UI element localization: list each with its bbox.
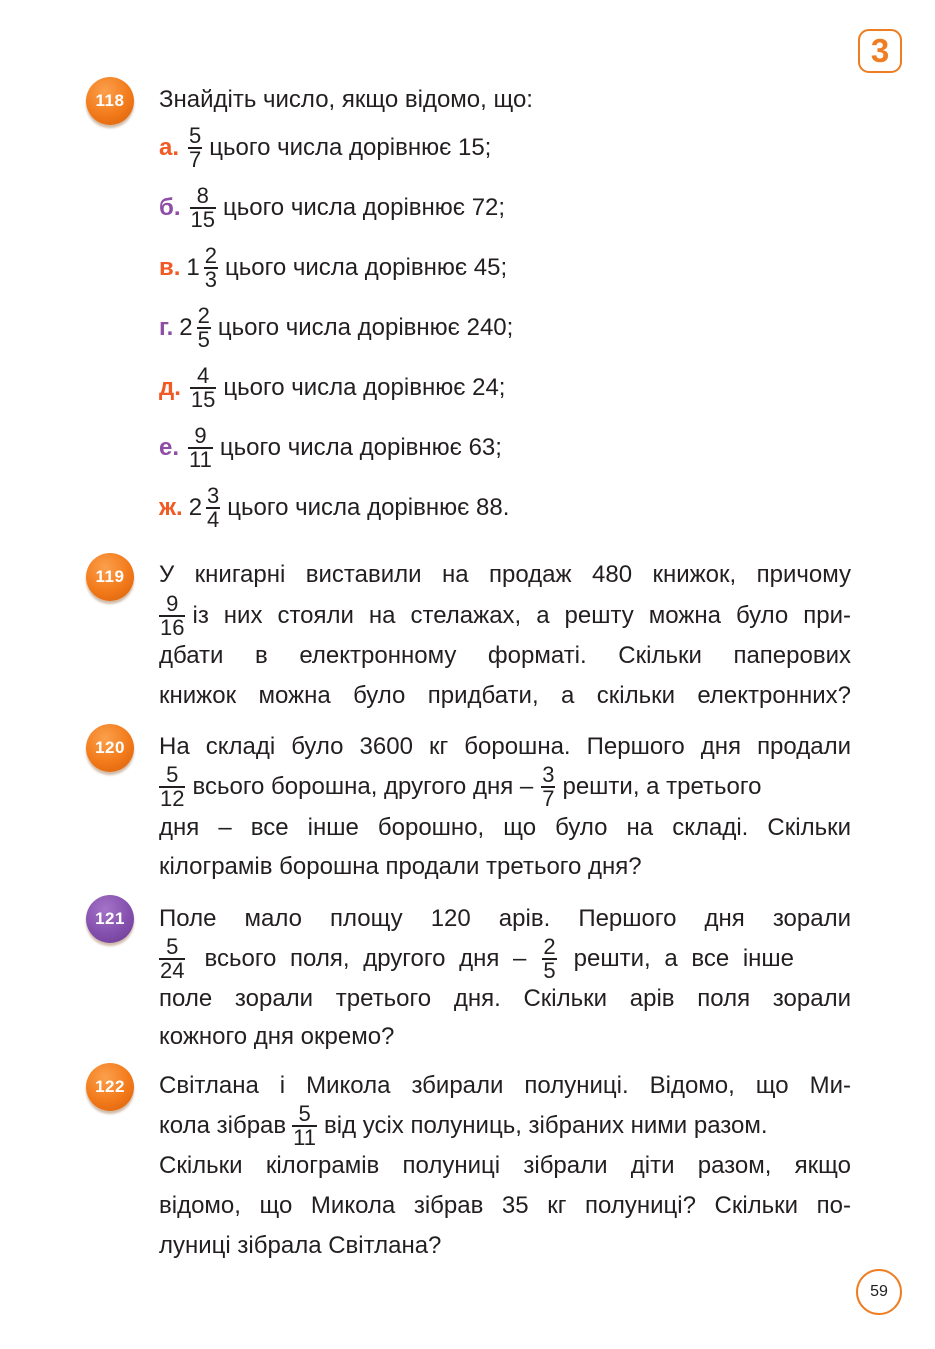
problem-121-line-1: Поле мало площу 120 арів. Першого дня зорали (159, 905, 851, 932)
fraction (159, 936, 185, 982)
fraction-denominator: 12 (160, 786, 185, 811)
fraction-denominator: 7 (189, 147, 202, 172)
fraction (542, 936, 556, 982)
item-text: цього числа дорівнює 45; (225, 254, 508, 281)
fraction-denominator: 11 (293, 1125, 316, 1150)
problem-122-line-5: луниці зібрала Світлана? (159, 1232, 442, 1259)
problem-119-line-3: дбати в електронному форматі. Скільки паперових (159, 642, 851, 669)
fraction-numerator: 3 (207, 483, 220, 508)
item-label: г. (159, 314, 174, 341)
fraction-numerator: 4 (197, 363, 210, 388)
mixed-whole: 2 (188, 494, 203, 521)
fraction (541, 764, 555, 810)
problem-122-line-1: Світлана і Микола збирали полуниці. Відомо, що Ми- (159, 1072, 851, 1099)
line-text: від усіх полуниць, зібраних ними разом. (323, 1112, 768, 1139)
problem-number-119: 119 (86, 553, 134, 601)
item-label: в. (159, 254, 181, 281)
fraction-numerator: 2 (543, 934, 556, 959)
fraction-denominator: 5 (543, 958, 556, 983)
fraction (188, 425, 213, 471)
fraction (206, 485, 220, 531)
fraction (197, 305, 211, 351)
item-text: цього числа дорівнює 63; (219, 434, 502, 461)
fraction (159, 593, 185, 639)
fraction-denominator: 7 (542, 786, 555, 811)
problem-119-line-4: книжок можна було придбати, а скільки електронних? (159, 682, 851, 709)
fraction-numerator: 5 (298, 1101, 311, 1126)
problem-121-line-3: поле зорали третього дня. Скільки арів поля зорали (159, 985, 851, 1012)
fraction-numerator: 9 (194, 423, 207, 448)
fraction-numerator: 8 (196, 183, 209, 208)
item-label: б. (159, 194, 181, 221)
fraction-denominator: 11 (189, 447, 212, 472)
fraction-denominator: 15 (190, 207, 215, 232)
fraction-denominator: 24 (160, 958, 185, 983)
problem-120-line-4: кілограмів борошна продали третього дня? (159, 853, 642, 880)
problem-119-line-2 (159, 593, 851, 639)
problem-120-line-3: дня – все інше борошно, що було на складі. Скільки (159, 814, 851, 841)
fraction-denominator: 3 (204, 267, 218, 292)
problem-118-item-v (159, 245, 507, 291)
problem-121-line-4: кожного дня окремо? (159, 1023, 395, 1050)
item-text: цього числа дорівнює 240; (217, 314, 514, 341)
problem-120-line-2 (159, 764, 761, 810)
fraction-denominator: 4 (207, 507, 220, 532)
fraction-denominator: 16 (160, 615, 185, 640)
problem-number-122: 122 (86, 1063, 134, 1111)
problem-118-item-g (159, 305, 513, 351)
problem-122-line-3: Скільки кілограмів полуниці зібрали діти разом, якщо (159, 1152, 851, 1179)
problem-118-item-d (159, 365, 505, 411)
problem-119-line-1: У книгарні виставили на продаж 480 книжок, причому (159, 561, 851, 588)
fraction-numerator: 5 (189, 123, 202, 148)
item-label: ж. (159, 494, 183, 521)
problem-number-121: 121 (86, 895, 134, 943)
problem-118-item-b (159, 185, 505, 231)
fraction-numerator: 5 (166, 934, 179, 959)
mixed-whole: 2 (179, 314, 193, 341)
problem-118-item-a (159, 125, 491, 171)
problem-number-120: 120 (86, 724, 134, 772)
item-label: д. (159, 374, 181, 401)
item-text: цього числа дорівнює 88. (227, 494, 510, 521)
line-text: кола зібрав (159, 1112, 287, 1139)
item-text: цього числа дорівнює 72; (222, 194, 506, 221)
fraction-denominator: 5 (197, 327, 210, 352)
line-text: решти, а третього (562, 773, 762, 800)
problem-118-item-e (159, 425, 502, 471)
line-text: всього борошна, другого дня – (192, 773, 534, 800)
fraction-numerator: 5 (166, 762, 179, 787)
fraction (204, 245, 218, 291)
problem-120-line-1: На складі було 3600 кг борошна. Першого дня продали (159, 733, 851, 760)
item-label: а. (159, 134, 180, 161)
chapter-badge: 3 (858, 29, 902, 73)
item-text: цього числа дорівнює 24; (223, 374, 506, 401)
line-text: із них стояли на стелажах, а решту можна було при- (192, 602, 851, 629)
fraction (190, 365, 216, 411)
item-label: е. (159, 434, 180, 461)
problem-118-intro: Знайдіть число, якщо відомо, що: (159, 86, 533, 113)
fraction (188, 125, 202, 171)
mixed-whole: 1 (186, 254, 200, 281)
fraction (190, 185, 216, 231)
problem-122-line-4: відомо, що Микола зібрав 35 кг полуниці? Скільки по- (159, 1192, 851, 1219)
fraction (292, 1103, 317, 1149)
fraction-numerator: 2 (204, 243, 218, 268)
line-text: всього поля, другого дня – (204, 945, 527, 972)
problem-number-118: 118 (86, 77, 134, 125)
fraction-numerator: 3 (542, 762, 555, 787)
problem-122-line-2 (159, 1103, 768, 1149)
fraction (159, 764, 185, 810)
problem-118-item-zh (159, 485, 509, 531)
fraction-denominator: 15 (190, 387, 216, 412)
item-text: цього числа дорівнює 15; (209, 134, 492, 161)
fraction-numerator: 9 (166, 591, 179, 616)
problem-121-line-2 (159, 936, 851, 982)
line-text: решти, а все інше (573, 945, 795, 972)
page-number: 59 (856, 1269, 902, 1315)
fraction-numerator: 2 (197, 303, 210, 328)
